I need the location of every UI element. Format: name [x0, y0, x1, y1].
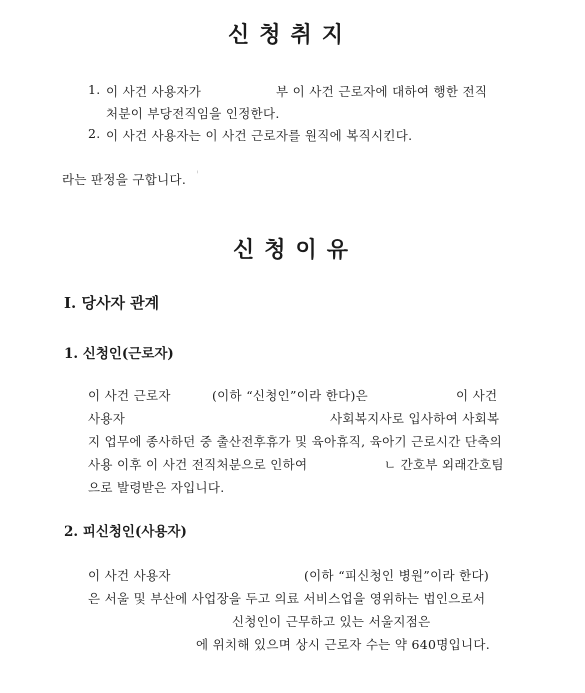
section-1-heading: Ⅰ. 당사자 관계 — [64, 294, 160, 312]
purpose-item-1-text-line2: 처분이 부당전직임을 인정한다. — [106, 106, 280, 121]
applicant-line-1a: 이 사건 근로자 — [88, 388, 171, 403]
respondent-line-1a: 이 사건 사용자 — [88, 568, 171, 583]
applicant-line-1c: 이 사건 — [456, 388, 498, 403]
purpose-title: 신청취지 — [228, 22, 354, 48]
purpose-item-1-text-a: 이 사건 사용자가 — [106, 84, 202, 99]
applicant-line-4a: 사용 이후 이 사건 전직처분으로 인하여 — [88, 457, 308, 472]
respondent-line-2: 은 서울 및 부산에 사업장을 두고 의료 서비스업을 영위하는 법인으로서 — [88, 591, 486, 606]
applicant-line-2a: 사용자 — [88, 411, 126, 426]
subsection-respondent-heading: 2. 피신청인(사용자) — [64, 524, 187, 540]
purpose-item-2-num: 2. — [88, 126, 101, 141]
subsection-applicant-heading: 1. 신청인(근로자) — [64, 346, 174, 362]
applicant-line-5: 으로 발령받은 자입니다. — [88, 480, 225, 495]
applicant-line-1b: (이하 “신청인”이라 한다)은 — [212, 388, 369, 403]
purpose-item-1-num: 1. — [88, 82, 101, 97]
respondent-line-4: 에 위치해 있으며 상시 근로자 수는 약 640명입니다. — [196, 637, 491, 652]
applicant-line-4b: ㄴ 간호부 외래간호팀 — [384, 457, 504, 472]
reason-title: 신청이유 — [233, 237, 359, 263]
applicant-line-2b: 사회복지사로 입사하여 사회복 — [330, 411, 500, 426]
purpose-item-1-text-b: 부 이 사건 근로자에 대하여 행한 전직 — [276, 84, 488, 99]
purpose-item-2-text: 이 사건 사용자는 이 사건 근로자를 원직에 복직시킨다. — [106, 128, 413, 143]
respondent-line-3: 신청인이 근무하고 있는 서울지점은 — [232, 614, 431, 629]
redaction-mark: ' — [196, 170, 199, 181]
respondent-line-1b: (이하 “피신청인 병원”이라 한다) — [304, 568, 490, 583]
purpose-closing: 라는 판정을 구합니다. — [62, 172, 187, 187]
applicant-line-3: 지 업무에 종사하던 중 출산전후휴가 및 육아휴직, 육아기 근로시간 단축의 — [88, 434, 502, 449]
